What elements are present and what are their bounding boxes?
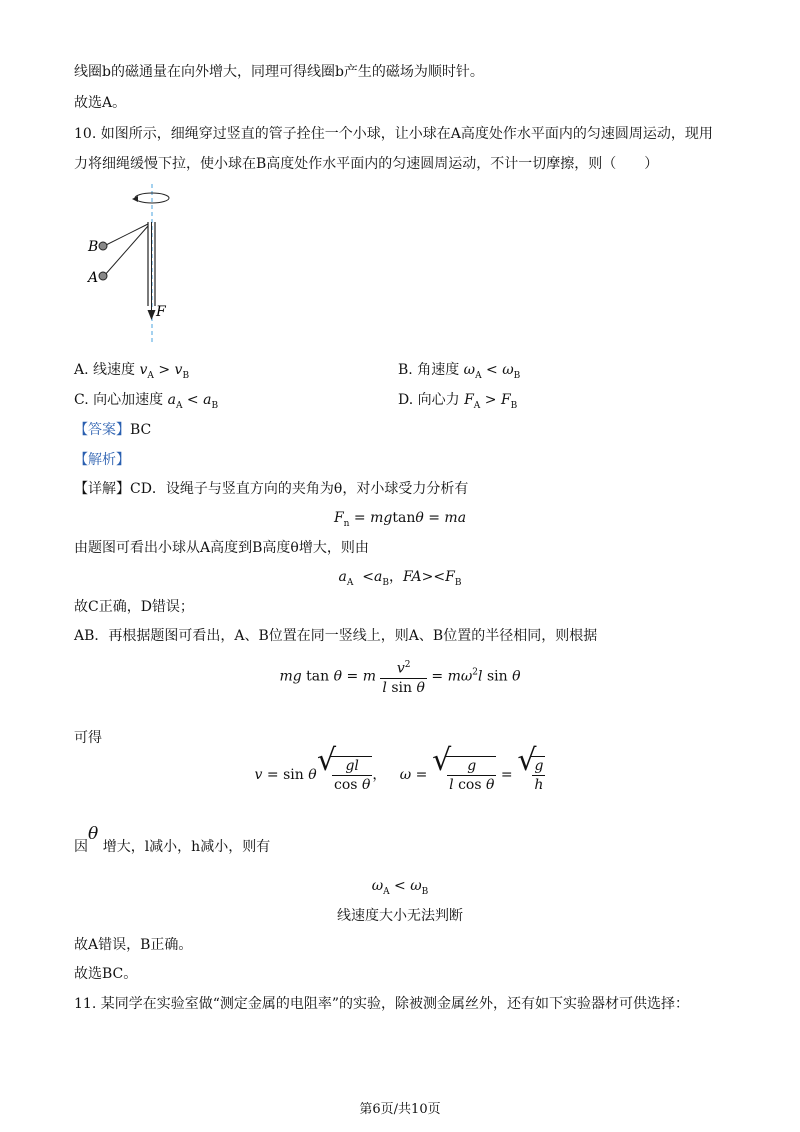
paragraph: 线圈b的磁通量在向外增大，同理可得线圈b产生的磁场为顺时针。 [74,64,484,80]
because-line: 因θ 增大，l减小，h减小，则有 [74,824,271,855]
equation-centripetal: mg tan θ = m $\frac{v^2}{\text{l sin θ}}$ = $m\omega^2l$ sin θ [0,656,800,697]
analysis-tag: 【解析】 [74,452,130,468]
question-11: 11. 某同学在实验室做“测定金属的电阻率”的实验，除被测金属丝外，还有如下实验器材可供选择： [74,996,690,1012]
answer-value: BC [130,422,152,438]
answer-tag: 【答案】 [74,422,130,438]
equation-compare: $a_A <a_B$，$FA><F_B$ [338,569,462,588]
paragraph: 故选BC。 [74,966,138,982]
cannot-judge-text: 线速度大小无法判断 [337,908,463,924]
paragraph: 故A错误，B正确。 [74,937,193,953]
question-10-line-1: 10. 如图所示，细绳穿过竖直的管子拴住一个小球，让小球在A高度处作水平面内的匀速圆周运动，现用 [74,126,713,142]
equation-velocity: v = sin θ √ $\frac{gl}{\text{cos θ}}$ ， ω = √ $\frac{g}{\text{l cos θ}}$ = √ $\frac{g}{h}$ [0,756,800,794]
page-footer: 第6页/共10页 [359,1102,441,1117]
paragraph: 可得 [74,730,102,746]
paragraph: AB．再根据题图可看出，A、B位置在同一竖线上，则A、B位置的半径相同，则根据 [74,628,598,644]
option-d: D. 向心力 $F_A > F_B$ [398,392,518,411]
equation-omega: $\omega_A < \omega_B$ [371,878,429,897]
question-10-line-2: 力将细绳缓慢下拉，使小球在B高度处作水平面内的匀速圆周运动，不计一切摩擦，则（ ） [74,156,659,172]
answer-line [74,420,151,440]
option-c: C. 向心加速度 $a_A < a_B$ [74,392,219,411]
label-a: A [88,270,99,286]
paragraph: 故选A。 [74,95,127,111]
equation-force: $F_n = mgtan\theta$ = ma [333,510,467,529]
detail-line: 【详解】CD．设绳子与竖直方向的夹角为θ，对小球受力分析有 [74,481,469,497]
label-b: B [88,239,99,255]
tube-figure [80,184,190,346]
label-f: F [156,304,166,320]
option-a: A. 线速度 $v_A > v_B$ [74,362,190,381]
paragraph: 由题图可看出小球从A高度到B高度θ增大，则由 [74,540,369,556]
paragraph: 故C正确，D错误； [74,599,194,615]
option-b: B. 角速度 $\omega_A < \omega_B$ [398,362,521,381]
